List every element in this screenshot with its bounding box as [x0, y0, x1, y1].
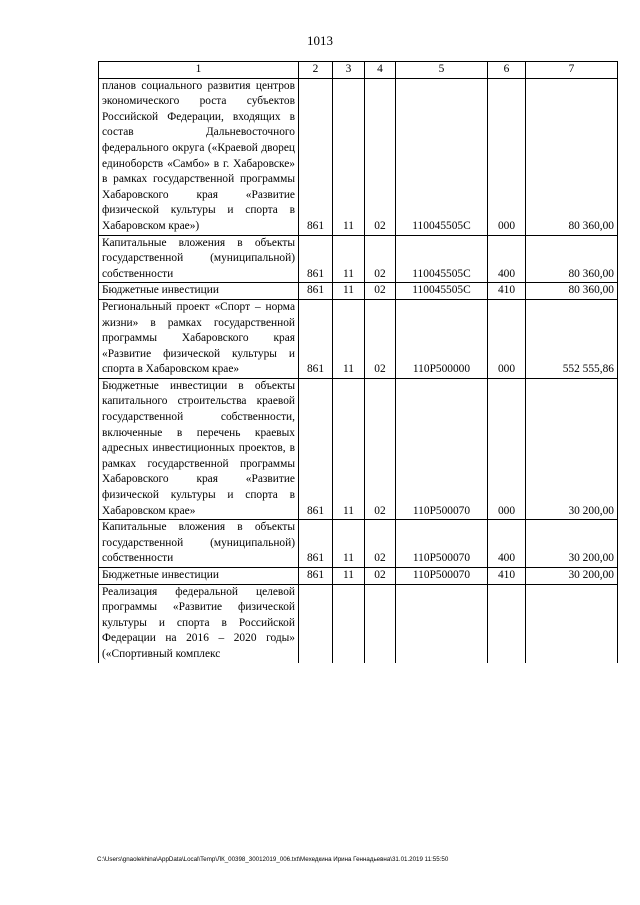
cell-section-code	[333, 584, 365, 662]
header-col-6: 6	[488, 62, 526, 79]
row-name-line: государственной программы	[102, 316, 295, 345]
row-name-line: Дальневосточного	[205, 126, 295, 139]
row-name-line: федерального округа	[102, 141, 205, 154]
row-name-line: инвестиционных проектов, в	[152, 442, 295, 455]
row-name	[99, 378, 299, 519]
cell-expense-type: 000	[488, 299, 526, 378]
row-name-line: («Спортивный комплекс	[102, 647, 221, 660]
cell-target-article: 110Р500070	[396, 568, 488, 585]
row-name	[99, 235, 299, 283]
row-name-line: объекты государственной	[102, 236, 295, 265]
row-name-line: – норма жизни» в рамках	[102, 300, 295, 329]
cell-target-article: 110045505С	[396, 235, 488, 283]
header-col-1: 1	[99, 62, 299, 79]
cell-ministry-code: 861	[299, 283, 333, 300]
row-name-line: собственности	[102, 267, 174, 280]
cell-amount: 80 360,00	[526, 78, 618, 235]
cell-subsection-code: 02	[365, 78, 396, 235]
cell-amount: 30 200,00	[526, 520, 618, 568]
row-name	[99, 299, 299, 378]
cell-subsection-code: 02	[365, 378, 396, 519]
row-name-line: субъектов Российской	[102, 95, 295, 123]
cell-amount: 30 200,00	[526, 378, 618, 519]
table-row	[99, 584, 618, 662]
table-row	[99, 568, 618, 585]
row-name-line: в Российской Федерации на	[102, 616, 295, 645]
cell-target-article: 110Р500070	[396, 520, 488, 568]
cell-subsection-code: 02	[365, 235, 396, 283]
cell-ministry-code: 861	[299, 299, 333, 378]
cell-ministry-code: 861	[299, 568, 333, 585]
table-row	[99, 378, 618, 519]
cell-target-article: 110045505С	[396, 283, 488, 300]
row-name-line: культуры и спорта в	[170, 204, 295, 217]
row-name-line: государственной	[102, 411, 184, 424]
budget-table	[98, 61, 618, 663]
row-name-line: (муниципальной)	[210, 252, 295, 265]
row-name-line: объекты капитального	[102, 379, 295, 408]
row-name-line: 2016 – 2020 годы»	[186, 632, 295, 645]
row-name-line: центров экономического роста	[102, 79, 295, 108]
cell-target-article: 110Р500070	[396, 378, 488, 519]
cell-expense-type: 400	[488, 235, 526, 283]
header-col-2: 2	[299, 62, 333, 79]
header-col-4: 4	[365, 62, 396, 79]
header-col-5: 5	[396, 62, 488, 79]
row-name-line: «Развитие физической	[102, 188, 295, 217]
row-name-line: Капитальные вложения в	[102, 236, 243, 249]
cell-section-code: 11	[333, 568, 365, 585]
table-row	[99, 283, 618, 300]
footer-file-path: C:\Users\gnaolekhina\AppData\Local\Temp\ЛК_00398_30012019_006.txt\Мехедкина Ирина Геннадьевна\31.01.2019 11:55:50	[97, 856, 449, 863]
row-name-line: Бюджетные инвестиции	[102, 284, 219, 297]
table-row	[99, 520, 618, 568]
cell-expense-type: 000	[488, 378, 526, 519]
cell-amount: 80 360,00	[526, 283, 618, 300]
row-name	[99, 568, 299, 585]
header-col-7: 7	[526, 62, 618, 79]
cell-ministry-code: 861	[299, 520, 333, 568]
cell-expense-type: 410	[488, 283, 526, 300]
row-name-line: собственности	[102, 552, 174, 565]
cell-expense-type: 000	[488, 78, 526, 235]
row-name-line: физической культуры и спорта	[102, 347, 295, 376]
cell-expense-type	[488, 584, 526, 662]
table-row	[99, 78, 618, 235]
row-name-line: («Краевой дворец единоборств	[102, 141, 295, 170]
row-name-line: рамках государственной	[102, 457, 229, 470]
row-name-line: планов социального развития	[102, 79, 251, 92]
row-name-line: Хабаровского края «Развитие	[102, 332, 295, 360]
row-name-line: Федерации, входящих в состав	[102, 110, 295, 139]
cell-expense-type: 400	[488, 520, 526, 568]
header-row	[99, 62, 618, 79]
row-name-line: программы Хабаровского края	[102, 457, 295, 486]
row-name-line: рамках государственной	[113, 173, 235, 186]
row-name	[99, 584, 299, 662]
cell-subsection-code	[365, 584, 396, 662]
cell-ministry-code: 861	[299, 78, 333, 235]
row-name-line: Региональный проект «Спорт	[102, 300, 251, 313]
cell-amount	[526, 584, 618, 662]
row-name-line: «Самбо» в г. Хабаровске» в	[102, 157, 295, 186]
cell-target-article: 110Р500000	[396, 299, 488, 378]
row-name	[99, 78, 299, 235]
page-number: 1013	[307, 33, 333, 48]
row-name-line: объекты государственной	[102, 521, 295, 549]
row-name-line: программы Хабаровского края	[102, 173, 295, 201]
header-col-3: 3	[333, 62, 365, 79]
row-name-line: в Хабаровском крае»	[137, 363, 240, 376]
cell-subsection-code: 02	[365, 520, 396, 568]
cell-amount: 80 360,00	[526, 235, 618, 283]
cell-section-code: 11	[333, 283, 365, 300]
cell-expense-type: 410	[488, 568, 526, 585]
row-name-line: Хабаровском крае»)	[102, 219, 200, 232]
row-name-line: физической культуры и спорта	[102, 601, 295, 629]
cell-section-code: 11	[333, 378, 365, 519]
row-name-line: перечень краевых адресных	[102, 426, 295, 455]
cell-subsection-code: 02	[365, 283, 396, 300]
row-name-line: Капитальные вложения в	[102, 521, 243, 534]
cell-target-article	[396, 584, 488, 662]
cell-ministry-code: 861	[299, 378, 333, 519]
row-name	[99, 283, 299, 300]
row-name-line: целевой программы «Развитие	[102, 585, 295, 614]
cell-ministry-code: 861	[299, 235, 333, 283]
cell-subsection-code: 02	[365, 568, 396, 585]
row-name-line: Бюджетные инвестиции	[102, 569, 219, 581]
cell-section-code: 11	[333, 299, 365, 378]
row-name-line: культуры и спорта в	[170, 489, 295, 502]
row-name-line: Реализация федеральной	[102, 585, 239, 598]
cell-section-code: 11	[333, 78, 365, 235]
cell-section-code: 11	[333, 520, 365, 568]
row-name-line: Бюджетные инвестиции в	[102, 379, 244, 392]
cell-section-code: 11	[333, 235, 365, 283]
row-name-line: (муниципальной)	[210, 536, 295, 549]
row-name-line: «Развитие физической	[102, 473, 295, 502]
cell-amount: 552 555,86	[526, 299, 618, 378]
table-row	[99, 299, 618, 378]
cell-ministry-code	[299, 584, 333, 662]
cell-target-article: 110045505С	[396, 78, 488, 235]
table-row	[99, 235, 618, 283]
cell-subsection-code: 02	[365, 299, 396, 378]
row-name-line: собственности, включенные в	[102, 411, 295, 439]
cell-amount: 30 200,00	[526, 568, 618, 585]
row-name-line: строительства краевой	[177, 395, 295, 408]
row-name	[99, 520, 299, 568]
row-name-line: Хабаровском крае»	[102, 504, 196, 517]
